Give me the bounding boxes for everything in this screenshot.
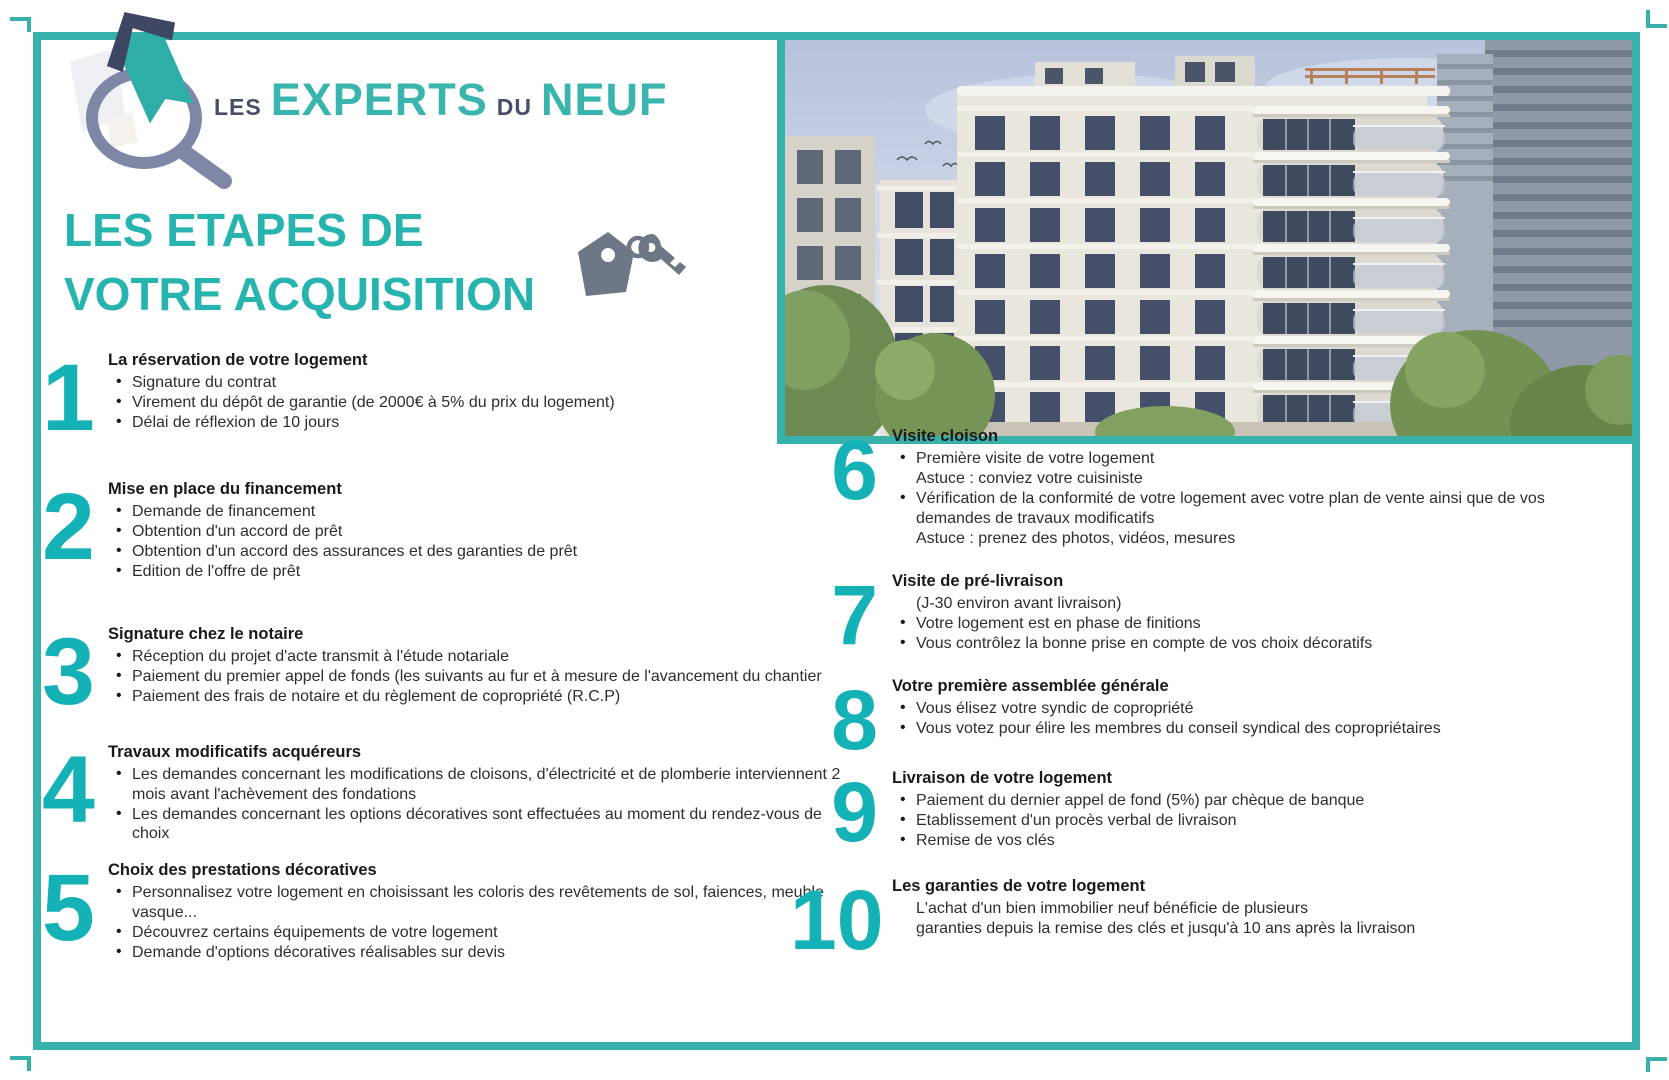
brand-experts: EXPERTS: [270, 74, 488, 125]
step-3-item: • Paiement des frais de notaire et du règlement de copropriété (R.C.P): [108, 687, 858, 707]
step-5-item: • Demande d'options décoratives réalisables sur devis: [108, 943, 858, 963]
brand-neuf: NEUF: [541, 74, 668, 125]
step-9-item: • Etablissement d'un procès verbal de livraison: [892, 811, 1557, 831]
step-7: [822, 568, 1557, 662]
step-5-number: 5: [42, 855, 95, 961]
step-9-number: 9: [831, 765, 878, 859]
step-2-number: 2: [42, 474, 95, 580]
step-6: [822, 423, 1557, 549]
step-9-item: • Paiement du dernier appel de fond (5%) par chèque de banque: [892, 791, 1557, 811]
step-5-item: • Personnalisez votre logement en choisissant les coloris des revêtements de sol, faiences, meuble vasque...: [108, 883, 858, 922]
step-4-item: • Les demandes concernant les modifications de cloisons, d'électricité et de plomberie interviennent 2 mois avant l'achèvement des fondations: [108, 765, 858, 804]
page-title-line1: LES ETAPES DE: [64, 204, 424, 256]
step-7-number: 7: [831, 568, 878, 662]
step-9-item: • Remise de vos clés: [892, 831, 1557, 851]
step-3-item: • Réception du projet d'acte transmit à l'étude notariale: [108, 647, 858, 667]
step-10: [790, 873, 1557, 967]
step-2: [42, 474, 858, 582]
step-4-title: Travaux modificatifs acquéreurs: [108, 743, 362, 761]
corner-mark-top-right: [1646, 10, 1667, 28]
corner-mark-bottom-right: [1646, 1057, 1667, 1072]
brand-wordmark: [214, 74, 668, 126]
step-1: [42, 345, 858, 451]
corner-mark-bottom-left: [10, 1056, 31, 1071]
step-1-item: • Signature du contrat: [108, 373, 858, 393]
corner-mark-top-left: [10, 17, 31, 32]
brand-les: LES: [214, 94, 262, 120]
step-8-number: 8: [831, 673, 878, 767]
step-7-item: • Votre logement est en phase de finitions: [892, 614, 1557, 634]
step-6-number: 6: [831, 423, 878, 517]
step-8: [822, 673, 1557, 767]
step-10-note: garanties depuis la remise des clés et jusqu'à 10 ans après la livraison: [916, 920, 1416, 937]
step-7-item: • Vous contrôlez la bonne prise en compte de vos choix décoratifs: [892, 634, 1557, 654]
step-2-title: Mise en place du financement: [108, 480, 342, 498]
step-3-item: • Paiement du premier appel de fonds (les suivants au fur et à mesure de l'avancement du chantier: [108, 667, 858, 687]
house-keys-icon: [556, 220, 686, 310]
step-1-title: La réservation de votre logement: [108, 351, 368, 369]
step-2-item: • Obtention d'un accord de prêt: [108, 522, 858, 542]
step-4-item: • Les demandes concernant les options décoratives sont effectuées au moment du rendez-vous de choix: [108, 805, 858, 844]
step-10-title: Les garanties de votre logement: [892, 877, 1146, 895]
step-6-item: • Première visite de votre logement: [892, 449, 1557, 469]
step-4: [42, 737, 858, 844]
step-9: [822, 765, 1557, 859]
new-building-photo: [777, 32, 1640, 444]
step-7-title: Visite de pré-livraison: [892, 572, 1064, 590]
step-5: [42, 855, 858, 963]
step-2-item: • Edition de l'offre de prêt: [108, 562, 858, 582]
step-3-title: Signature chez le notaire: [108, 625, 304, 643]
step-4-number: 4: [42, 737, 95, 843]
step-8-item: • Vous élisez votre syndic de copropriété: [892, 699, 1557, 719]
step-8-title: Votre première assemblée générale: [892, 677, 1169, 695]
step-10-note: L'achat d'un bien immobilier neuf bénéficie de plusieurs: [916, 900, 1309, 917]
step-5-item: • Découvrez certains équipements de votre logement: [108, 923, 858, 943]
step-6-item: • Vérification de la conformité de votre logement avec votre plan de vente ainsi que de vos demandes de travaux modificatifs: [892, 489, 1557, 528]
step-1-item: • Délai de réflexion de 10 jours: [108, 413, 858, 433]
step-10-number: 10: [790, 873, 884, 967]
step-5-title: Choix des prestations décoratives: [108, 861, 377, 879]
step-1-number: 1: [42, 345, 95, 451]
step-8-item: • Vous votez pour élire les membres du conseil syndical des copropriétaires: [892, 719, 1557, 739]
step-2-item: • Demande de financement: [108, 502, 858, 522]
step-3-number: 3: [42, 619, 95, 725]
step-6-note: Astuce : conviez votre cuisiniste: [916, 470, 1143, 487]
step-6-note: Astuce : prenez des photos, vidéos, mesures: [916, 529, 1236, 547]
brand-du: DU: [496, 94, 533, 120]
step-7-note: (J-30 environ avant livraison): [916, 595, 1122, 612]
step-6-title: Visite cloison: [892, 427, 999, 445]
step-1-item: • Virement du dépôt de garantie (de 2000€ à 5% du prix du logement): [108, 393, 858, 413]
step-9-title: Livraison de votre logement: [892, 769, 1113, 787]
step-3: [42, 619, 858, 725]
page-title-line2: VOTRE ACQUISITION: [64, 268, 536, 320]
step-2-item: • Obtention d'un accord des assurances et des garanties de prêt: [108, 542, 858, 562]
